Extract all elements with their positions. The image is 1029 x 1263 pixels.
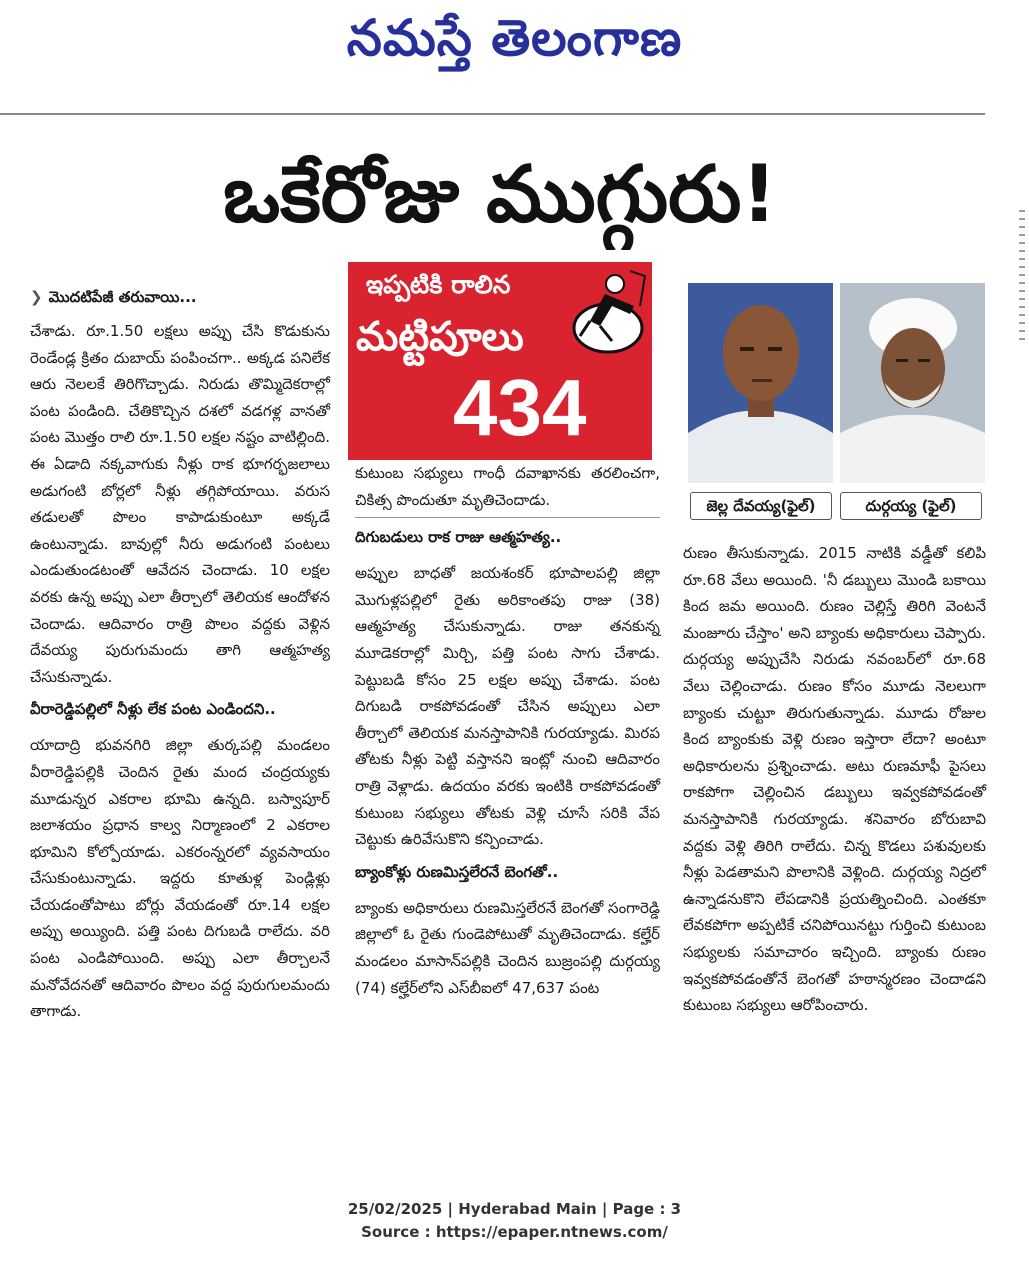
portrait-durgayya	[840, 283, 985, 483]
footer-source: Source : https://epaper.ntnews.com/	[361, 1223, 668, 1241]
page-edge-marks	[1019, 210, 1025, 340]
farmer-count-banner	[348, 262, 652, 460]
mid-para-3: బ్యాంకు అధికారులు రుణమిస్తలేరనే బెంగతో సంగారెడ్డి జిల్లాలో ఓ రైతు గుండెపోటుతో మృతిచెందాడు. కల్హేర్ మండలం మాసాన్‌పల్లికి చెందిన బుజ్రంపల్లి దుర్గయ్య (74) కల్హేర్‌లోని ఎస్‌బీఐలో 47,637 పంట	[355, 898, 660, 997]
banner-line-2: మట్టిపూలు	[356, 314, 524, 360]
continued-kicker	[30, 284, 330, 310]
left-subheading-1: వీరారెడ్డిపల్లిలో నీళ్లు లేక పంట ఎండిందని..	[30, 700, 276, 719]
farmer-illustration-icon	[560, 266, 650, 366]
mid-para-1: కుటుంబ సభ్యులు గాంధీ దవాఖానకు తరలించగా, చికిత్స పొందుతూ మృతిచెందాడు.	[355, 464, 660, 509]
mid-subheading-1: దిగుబడులు రాక రాజు ఆత్మహత్య..	[355, 528, 562, 547]
left-column	[30, 318, 330, 1025]
caption-durgayya: దుర్గయ్య (ఫైల్)	[840, 492, 982, 520]
mid-divider-1	[355, 517, 660, 518]
middle-column	[355, 460, 660, 1001]
right-column	[683, 540, 986, 1019]
caption-devayya: జెల్ల దేవయ్య(ఫైల్)	[690, 492, 832, 520]
mid-subheading-2: బ్యాంకోళ్లు రుణమిస్తలేరనే బెంగతో..	[355, 862, 559, 881]
masthead: నమస్తే తెలంగాణ	[346, 8, 683, 67]
photo-durgayya	[840, 283, 985, 483]
headline: ఒకేరోజు ముగ్గురు!	[223, 150, 777, 240]
right-para-1: రుణం తీసుకున్నాడు. 2015 నాటికి వడ్డీతో కలిపి రూ.68 వేలు అయింది. 'నీ డబ్బులు మొండి బకాయి కింద జమ అయింది. రుణం చెల్లిస్తే తిరిగి వెంటనే మంజూరు చేస్తాం' అని బ్యాంకు అధికారులు చెప్పారు. దుర్గయ్య అప్పుచేసి నిరుడు నవంబర్‌లో రూ.68 వేలు చెల్లించాడు. రుణం కోసం మూడు నెలలుగా బ్యాంకు చుట్టూ తిరుగుతున్నాడు. మూడు రోజుల కింద బ్యాంకుకు వెళ్లి రుణం ఇస్తారా లేదా? అంటూ అధికారులను ప్రశ్నించాడు. అటు రుణమాఫీ పైసలు రాకపోగా చెల్లించిన డబ్బులు ఇవ్వకపోవడంతో మనస్తాపానికి గురయ్యాడు. శనివారం బోరుబావి వద్దకు వెళ్లి తిరిగి రాలేదు. చిన్న కొడలు పశువులకు నీళ్లు పెడతామని పొలానికి వెళ్లింది. దుర్గయ్య నిద్రలో ఉన్నాడనుకొని లేపడానికి ప్రయత్నించింది. ఎంతకూ లేవకపోగా అప్పటికే చనిపోయినట్టు గుర్తించి కుటుంబ సభ్యులకు సమాచారం ఇచ్చింది. బ్యాంకు రుణం ఇవ్వకపోవడంతోనే బెంగతో హఠాన్మరణం చెందాడని కుటుంబ సభ్యులు ఆరోపించారు.	[683, 544, 986, 1015]
footer-edition-info: 25/02/2025 | Hyderabad Main | Page : 3	[347, 1200, 682, 1218]
banner-number: 434	[453, 363, 587, 452]
kicker-text: మొదటిపేజీ తరువాయి...	[48, 288, 197, 306]
left-para-1: చేశాడు. రూ.1.50 లక్షలు అప్పు చేసి కొడుకును రెండేండ్ల క్రితం దుబాయ్ పంపించగా.. అక్కడ పనిలేక ఆరు నెలలకే తిరిగొచ్చాడు. నిరుడు తొమ్మిదెకరాల్లో పంట పండింది. చేతికొచ్చిన దశలో వడగళ్ల వానతో పంట మొత్తం రాలి రూ.1.50 లక్షల నష్టం వాటిల్లింది. ఈ ఏడాది నక్కవాగుకు నీళ్లు రాక భూగర్భజలాలు అడుగంటి బోర్లలో నీళ్లు తగ్గిపోయాయి. వరుస తడులతో పొలం కాపాడుకుంటూ అక్కడే ఉంటున్నాడు. బావుల్లో నీరు అడుగంటి పంటలు ఎండుతుండటంతో ఆవేదన చెందాడు. 10 లక్షల వరకు ఉన్న అప్పు ఎలా తీర్చాలో తెలియక ఆందోళన చెందాడు. ఆదివారం రాత్రి పొలం వద్దకు వెళ్లిన దేవయ్య పురుగుమందు తాగి ఆత్మహత్య చేసుకున్నాడు.	[30, 322, 330, 686]
banner-line-1: ఇప్పటికి రాలిన	[366, 270, 511, 299]
chevron-right-icon: ❯	[30, 288, 43, 306]
left-para-2: యాదాద్రి భువనగిరి జిల్లా తుర్కపల్లి మండలం వీరారెడ్డిపల్లికి చెందిన రైతు మంద చంద్రయ్యకు మూడున్నర ఎకరాల భూమి ఉన్నది. బస్వాపూర్ జలాశయం ప్రధాన కాల్వ నిర్మాణంలో 2 ఎకరాల భూమిని కోల్పోయాడు. ఎకరంన్నరలో వ్యవసాయం చేసుకుంటున్నాడు. ఇద్దరు కూతుళ్ల పెండ్లిళ్లు చేయడంతోపాటు బోర్లు వేయడంతో రూ.14 లక్షల అప్పు అయ్యింది. పత్తి పంట దిగుబడి రాలేదు. వరి పంట ఎండిపోయింది. అప్పు ఎలా తీర్చాలనే మనోవేదనతో ఆదివారం పొలం వద్ద పురుగులమందు తాగాడు.	[30, 736, 330, 1021]
photo-devayya	[688, 283, 833, 483]
masthead-rule	[0, 113, 985, 115]
mid-para-2: అప్పుల బాధతో జయశంకర్ భూపాలపల్లి జిల్లా మొగుళ్లపల్లిలో రైతు అరికాంతపు రాజు (38) ఆత్మహత్య చేసుకున్నాడు. రాజు తనకున్న మూడెకరాల్లో మిర్చి, పత్తి పంట సాగు చేశాడు. పెట్టుబడి కోసం 25 లక్షల అప్పు చేశాడు. పంట దిగుబడి రాకపోవడంతో చేసిన అప్పులు ఎలా తీర్చాలో తెలియక మనస్తాపానికి గురయ్యాడు. మిరప తోటకు నీళ్లు పెట్టి వస్తానని ఇంట్లో నుంచి ఆదివారం రాత్రి వెళ్లాడు. ఉదయం వరకు ఇంటికి రాకపోవడంతో కుటుంబ సభ్యులు తోటకు వెళ్లి చూసే సరికి వేప చెట్టుకు ఉరివేసుకొని కన్పించాడు.	[355, 564, 660, 849]
portrait-devayya	[688, 283, 833, 483]
